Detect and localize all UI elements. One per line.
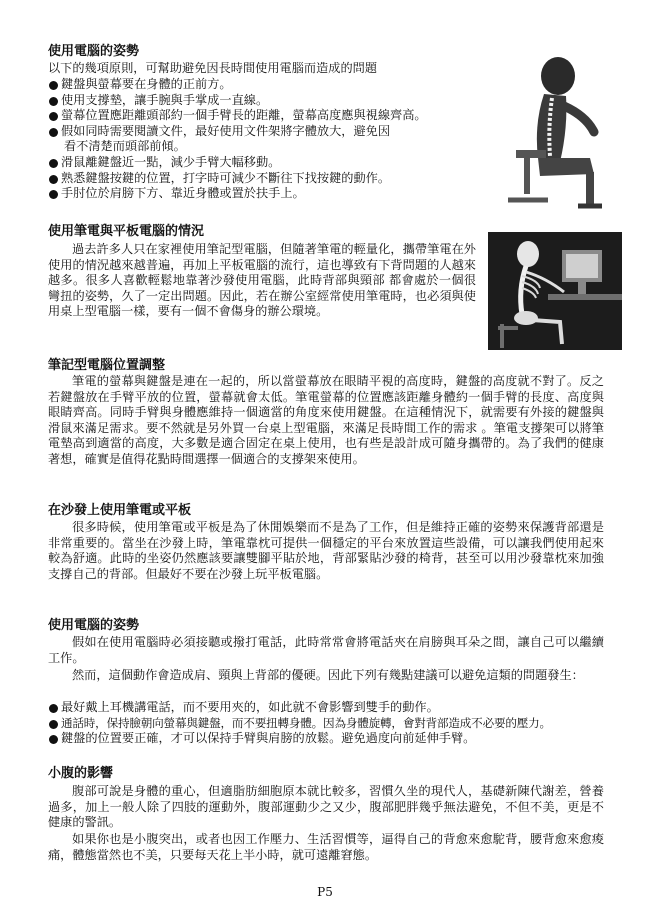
bullet-dot bbox=[49, 97, 58, 106]
section-heading-computer-posture: 使用電腦的姿勢 bbox=[48, 44, 140, 59]
section-paragraph: 很多時候，使用筆電或平板是為了休閒娛樂而不是為了工作，但是維持正確的姿勢來保護背部還是非常重要的。當坐在沙發上時，筆電靠枕可提供一個穩定的平台來放置這些設備，可以讓我們使用起來較為舒適。此時的坐姿仍然應該要讓雙腳平貼於地，背部緊貼沙發的椅背，甚至可以用沙發靠枕來加強支撐自己的背部。但最好不要在沙發上玩平板電腦。 bbox=[48, 520, 604, 581]
section-heading-laptop-position: 筆記型電腦位置調整 bbox=[48, 358, 166, 373]
section-paragraph: 然而，這個動作會造成肩、頸與上背部的優硬。因此下列有幾點建議可以避免這類的問題發生： bbox=[72, 668, 584, 682]
list-item: 最好戴上耳機講電話，而不要用夾的，如此就不會影響到雙手的動作。 bbox=[48, 700, 608, 716]
bullet-dot bbox=[49, 128, 58, 137]
bullet-dot bbox=[49, 112, 58, 121]
list-item-continuation: 看不清楚而頭部前傾。 bbox=[64, 139, 186, 154]
section-heading-laptop-tablet: 使用筆電與平板電腦的情況 bbox=[48, 224, 205, 239]
section-paragraph: 如果你也是小腹突出，或者也因工作壓力、生活習慣等，逼得自己的背愈來愈駝背，腰背愈來愈痠痛，體態當然也不美，只要每天花上半小時，就可遠離窘態。 bbox=[48, 832, 604, 862]
list-item: 通話時，保持臉朝向螢幕與鍵盤，而不要扭轉身體。因為身體旋轉，會對背部造成不必要的壓力。 bbox=[48, 716, 608, 732]
bullet-dot bbox=[49, 735, 58, 744]
list-item: 使用支撐墊，讓手腕與手掌成一直線。 bbox=[48, 93, 488, 109]
sitting-posture-illustration bbox=[494, 54, 622, 214]
list-item: 假如同時需要閱讀文件，最好使用文件架將字體放大，避免因 bbox=[48, 124, 488, 140]
list-item: 鍵盤的位置要正確，才可以保持手臂與肩膀的放鬆。避免過度向前延伸手臂。 bbox=[48, 731, 608, 747]
section-paragraph: 過去許多人只在家裡使用筆記型電腦，但隨著筆電的輕量化，攜帶筆電在外使用的情況越來越普遍，再加上平板電腦的流行，這也導致有下背問題的人越來越多。很多人喜歡輕鬆地靠著沙發使用電腦，此時背部與頸部 都會處於一個很彎扭的姿勢，久了一定出問題。因此，若在辦公室經常使用筆電時，也必須與使用桌上型電腦一樣，要有一個不會傷身的辦公環境。 bbox=[48, 242, 476, 319]
page-number: P5 bbox=[317, 885, 333, 899]
section-intro: 以下的幾項原則，可幫助避免因長時間使用電腦而造成的問題 bbox=[48, 61, 378, 75]
bullet-dot bbox=[49, 81, 58, 90]
bullet-dot bbox=[49, 190, 58, 199]
bullet-dot bbox=[49, 720, 58, 729]
section-heading-computer-posture-phone: 使用電腦的姿勢 bbox=[48, 618, 140, 633]
posture-bullet-list bbox=[48, 77, 488, 202]
section-heading-sofa: 在沙發上使用筆電或平板 bbox=[48, 503, 192, 518]
list-item: 熟悉鍵盤按鍵的位置，打字時可減少不斷往下找按鍵的動作。 bbox=[48, 171, 488, 187]
list-item: 鍵盤與螢幕要在身體的正前方。 bbox=[48, 77, 488, 93]
section-paragraph: 腹部可說是身體的重心，但適脂肪細胞原本就比較多，習慣久坐的現代人，基礎新陳代謝差，營養過多，加上一般人除了四肢的運動外，腹部運動少之又少，腹部肥胖幾乎無法避免，不但不美，更是不健康的警訊。 bbox=[48, 784, 604, 830]
list-item: 螢幕位置應距離頭部約一個手臂長的距離，螢幕高度應與視線齊高。 bbox=[48, 108, 488, 124]
list-item: 滑鼠離鍵盤近一點，減少手臂大幅移動。 bbox=[48, 155, 488, 171]
bullet-dot bbox=[49, 175, 58, 184]
section-paragraph: 假如在使用電腦時必須接聽或撥打電話，此時常常會將電話夾在肩膀與耳朵之間，讓自己可以繼續工作。 bbox=[48, 635, 604, 665]
list-item: 手肘位於肩膀下方、靠近身體或置於扶手上。 bbox=[48, 186, 488, 202]
section-heading-belly: 小腹的影響 bbox=[48, 766, 114, 781]
section-paragraph: 筆電的螢幕與鍵盤是連在一起的，所以當螢幕放在眼睛平視的高度時，鍵盤的高度就不對了。反之若鍵盤放在手臂平放的位置，螢幕就會太低。筆電螢幕的位置應該距離身體約一個手臂的長度、高度與眼睛齊高。同時手臂與身體應維持一個適當的角度來使用鍵盤。在這種情況下，就需要有外接的鍵盤與滑鼠來滿足需求。要不然就是另外買一台桌上型電腦，來滿足長時間工作的需求 。筆電支撐架可以將筆電墊高到適當的高度，大多數是適合固定在桌上使用，也有些是設計成可隨身攜帶的。為了我們的健康著想，確實是值得花點時間選擇一個適合的支撐架來使用。 bbox=[48, 374, 604, 466]
phone-bullet-list bbox=[48, 700, 608, 747]
bullet-dot bbox=[49, 159, 58, 168]
bullet-dot bbox=[49, 704, 58, 713]
skeleton-computer-illustration bbox=[488, 232, 622, 350]
